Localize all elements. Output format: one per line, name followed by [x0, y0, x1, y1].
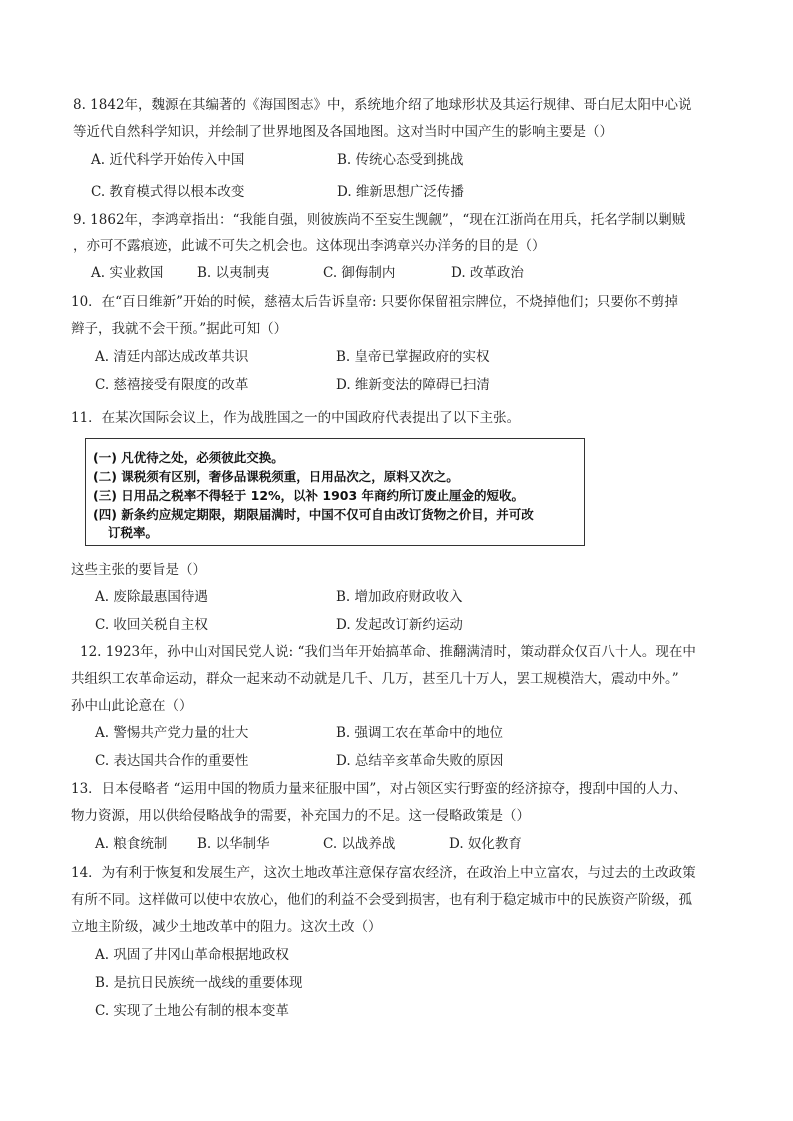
question-14-line-2: 有所不同。这样做可以使中农放心，他们的利益不会受到损害，也有利于稳定城市中的民族资产阶级，孤: [71, 892, 692, 908]
question-10-line-1: 10．在“百日维新”开始的时候，慈禧太后告诉皇帝: 只要你保留祖宗牌位，不烧掉他们；只要你不剪掉: [71, 294, 678, 310]
question-11-line-1: 11．在某次国际会议上，作为战胜国之一的中国政府代表提出了以下主张。: [71, 410, 521, 426]
question-9-option-a: A. 实业救国: [91, 265, 164, 281]
question-9-option-b: B. 以夷制夷: [197, 265, 270, 281]
question-12-option-d: D. 总结辛亥革命失败的原因: [336, 753, 504, 769]
question-10-option-b: B. 皇帝已掌握政府的实权: [336, 349, 490, 365]
question-12-line-3: 孙中山此论意在（）: [71, 698, 193, 714]
question-14-option-b: B. 是抗日民族统一战线的重要体现: [95, 975, 303, 991]
question-8-line-2: 等近代自然科学知识，并绘制了世界地图及各国地图。这对当时中国产生的影响主要是（）: [73, 124, 613, 140]
question-13-line-2: 物力资源，用以供给侵略战争的需要，补充国力的不足。这一侵略政策是（）: [71, 808, 530, 824]
question-8-option-d: D. 维新思想广泛传播: [337, 184, 464, 200]
question-12-option-b: B. 强调工农在革命中的地位: [336, 725, 504, 741]
question-11-option-a: A. 废除最惠国待遇: [95, 589, 208, 605]
material-box-line-1: (一) 凡优待之处，必须彼此交换。: [93, 450, 284, 465]
question-11-option-d: D. 发起改订新约运动: [336, 617, 463, 633]
question-9-option-d: D. 改革政治: [451, 265, 524, 281]
question-10-option-c: C. 慈禧接受有限度的改革: [95, 377, 249, 393]
question-11-option-c: C. 收回关税自主权: [95, 617, 208, 633]
question-13-option-c: C. 以战养战: [323, 836, 396, 852]
question-13-option-d: D. 奴化教育: [449, 836, 522, 852]
question-8-line-1: 8. 1842年，魏源在其编著的《海国图志》中，系统地介绍了地球形状及其运行规律、哥白尼太阳中心说: [73, 97, 692, 113]
question-14-line-3: 立地主阶级，减少土地改革中的阻力。这次土改（）: [71, 919, 382, 935]
question-8-option-a: A. 近代科学开始传入中国: [91, 152, 245, 168]
question-8-option-b: B. 传统心态受到挑战: [337, 152, 464, 168]
question-10-option-a: A. 清廷内部达成改革共识: [95, 349, 249, 365]
question-8-option-c: C. 教育模式得以根本改变: [91, 184, 245, 200]
question-10-line-2: 辫子，我就不会干预。”据此可知（）: [71, 321, 288, 337]
material-box-line-4: (四) 新条约应规定期限，期限届满时，中国不仅可自由改订货物之价目，并可改: [93, 507, 534, 522]
question-12-line-1: 12. 1923年，孙中山对国民党人说: “我们当年开始搞革命、推翻满清时，策动群众仅百八十人。现在中: [80, 644, 696, 660]
question-11-line-2: 这些主张的要旨是（）: [71, 562, 206, 578]
question-13-line-1: 13．日本侵略者 “运用中国的物质力量来征服中国”，对占领区实行野蛮的经济掠夺，搜刮中国的人力、: [71, 781, 687, 797]
question-9-line-2: ，亦可不露痕迹，此诚不可失之机会也。这体现出李鸿章兴办洋务的目的是（）: [73, 238, 546, 254]
material-box-line-2: (二) 课税须有区别，奢侈品课税须重，日用品次之，原料又次之。: [93, 469, 459, 484]
question-9-line-1: 9. 1862年，李鸿章指出：“我能自强，则彼族尚不至妄生觊觎”，“现在江浙尚在用兵，托名学制以剿贼: [73, 212, 686, 228]
question-13-option-a: A. 粮食统制: [95, 836, 168, 852]
material-box-line-5: 订税率。: [108, 525, 159, 540]
question-14-option-c: C. 实现了土地公有制的根本变革: [95, 1003, 289, 1019]
question-11-option-b: B. 增加政府财政收入: [336, 589, 463, 605]
question-10-option-d: D. 维新变法的障碍已扫清: [336, 377, 490, 393]
question-12-option-a: A. 警惕共产党力量的壮大: [95, 725, 249, 741]
question-12-option-c: C. 表达国共合作的重要性: [95, 753, 249, 769]
material-box-line-3: (三) 日用品之税率不得轻于 12%，以补 1903 年商约所订废止厘金的短收。: [93, 488, 525, 503]
question-9-option-c: C. 御侮制内: [323, 265, 396, 281]
question-14-line-1: 14．为有利于恢复和发展生产，这次土地改革注意保存富农经济，在政治上中立富农，与过去的土改政策: [71, 865, 696, 881]
question-13-option-b: B. 以华制华: [197, 836, 270, 852]
question-14-option-a: A. 巩固了井冈山革命根据地政权: [95, 947, 289, 963]
question-12-line-2: 共组织工农革命运动，群众一起来动不动就是几千、几万，甚至几十万人，罢工规模浩大，震动中外。”: [71, 671, 679, 687]
